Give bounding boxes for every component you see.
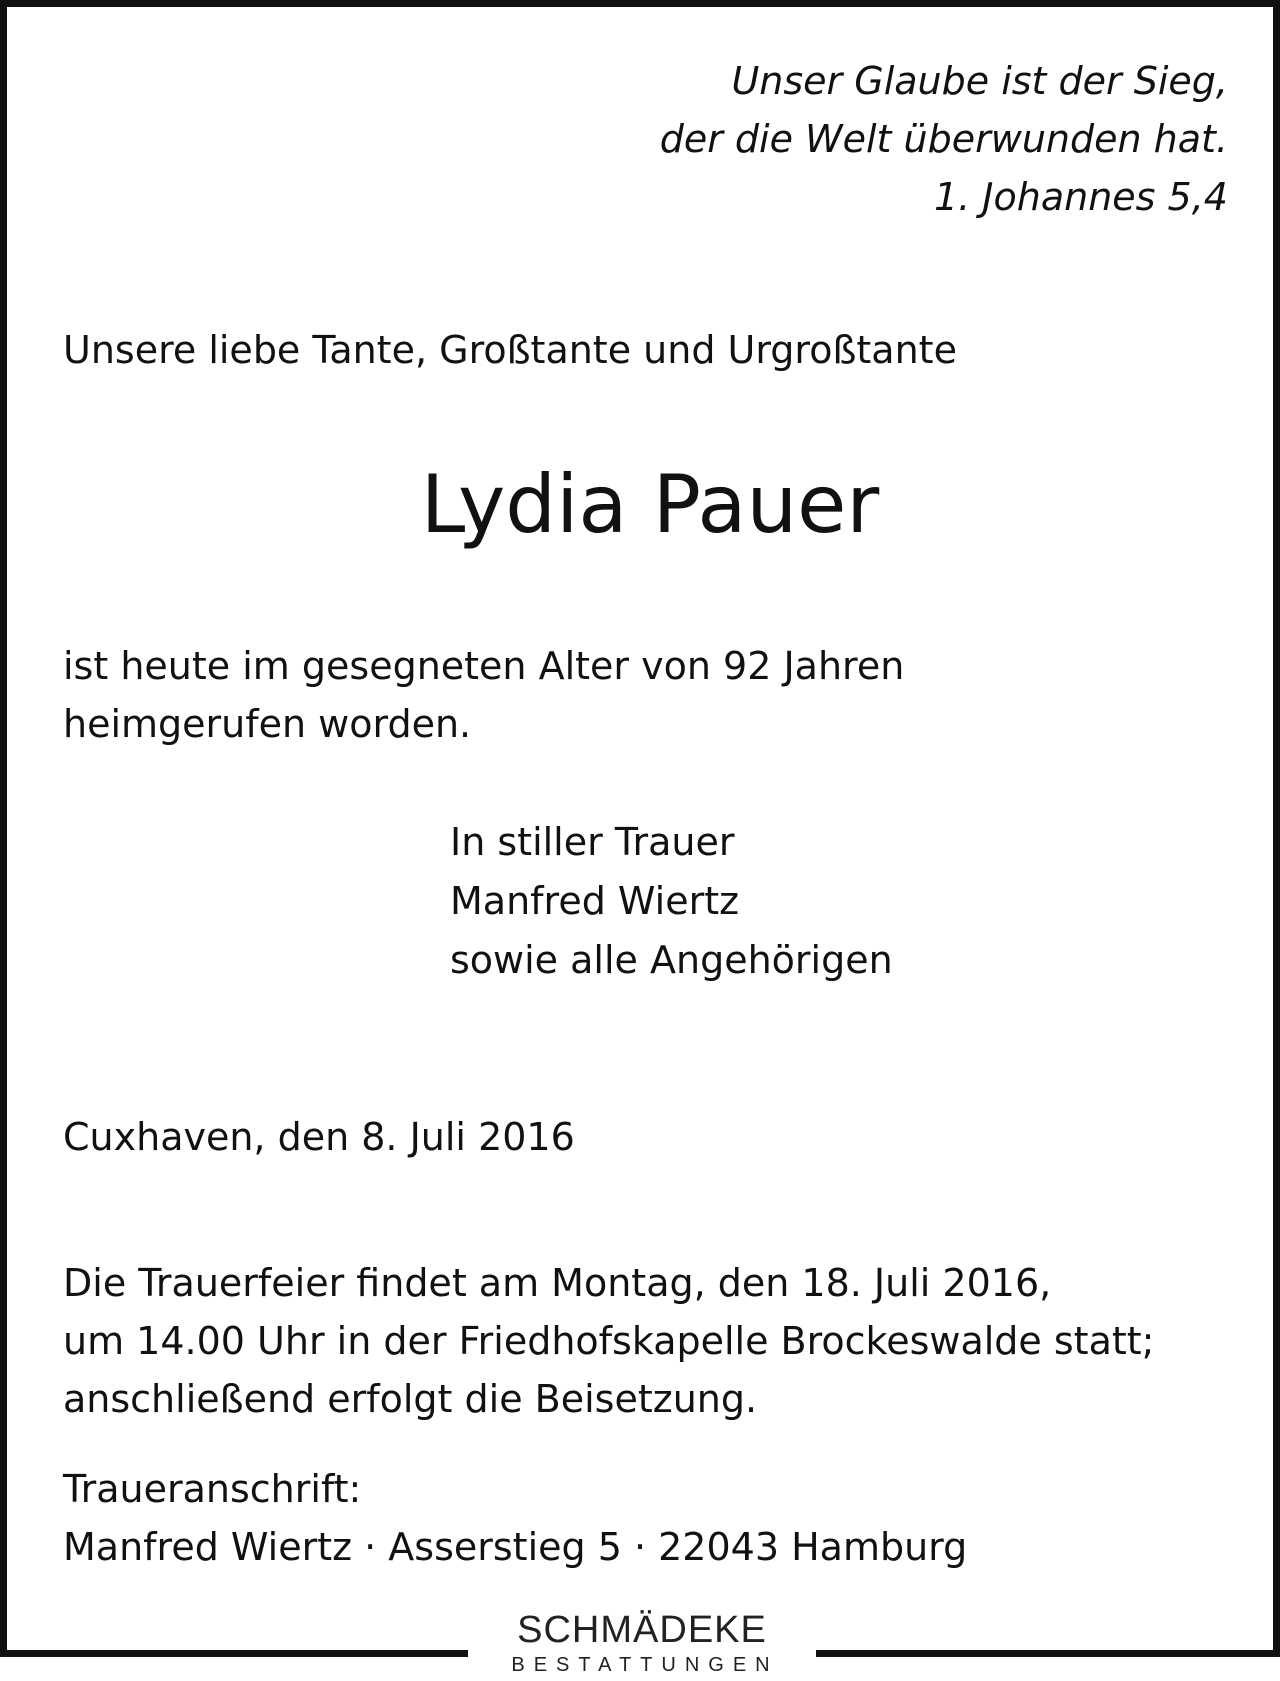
border-bottom-right xyxy=(816,1650,1280,1657)
age-line: heimgerufen worden. xyxy=(63,702,472,746)
address-label: Traueranschrift: xyxy=(63,1467,362,1511)
ceremony-line: Die Trauerfeier findet am Montag, den 18. Juli 2016, xyxy=(63,1261,1052,1305)
border-bottom-left xyxy=(0,1650,468,1657)
bible-quote xyxy=(660,52,1228,226)
mourning-address xyxy=(63,1460,967,1576)
mourners-signoff xyxy=(450,813,893,990)
quote-reference: 1. Johannes 5,4 xyxy=(933,175,1228,219)
intro-text: Unsere liebe Tante, Großtante und Urgroßtante xyxy=(63,328,957,372)
deceased-name: Lydia Pauer xyxy=(420,458,880,551)
age-text xyxy=(63,637,904,753)
ceremony-line: anschließend erfolgt die Beisetzung. xyxy=(63,1377,758,1421)
ceremony-info xyxy=(63,1254,1154,1428)
border-right xyxy=(1273,0,1280,1656)
address-value: Manfred Wiertz · Asserstieg 5 · 22043 Hamburg xyxy=(63,1525,968,1569)
quote-line: Unser Glaube ist der Sieg, xyxy=(731,59,1228,103)
signoff-name: Manfred Wiertz xyxy=(450,879,740,923)
age-line: ist heute im gesegneten Alter von 92 Jahren xyxy=(63,644,905,688)
place-date: Cuxhaven, den 8. Juli 2016 xyxy=(63,1115,575,1159)
logo-main-text: SCHMÄDEKE xyxy=(517,1609,767,1651)
border-top xyxy=(0,0,1280,7)
ceremony-line: um 14.00 Uhr in der Friedhofskapelle Brockeswalde statt; xyxy=(63,1319,1155,1363)
logo-sub-text: BESTATTUNGEN xyxy=(511,1654,779,1676)
quote-line: der die Welt überwunden hat. xyxy=(659,117,1228,161)
signoff-line: sowie alle Angehörigen xyxy=(450,938,893,982)
funeral-home-logo xyxy=(488,1608,796,1678)
border-left xyxy=(0,0,7,1656)
signoff-line: In stiller Trauer xyxy=(450,820,735,864)
